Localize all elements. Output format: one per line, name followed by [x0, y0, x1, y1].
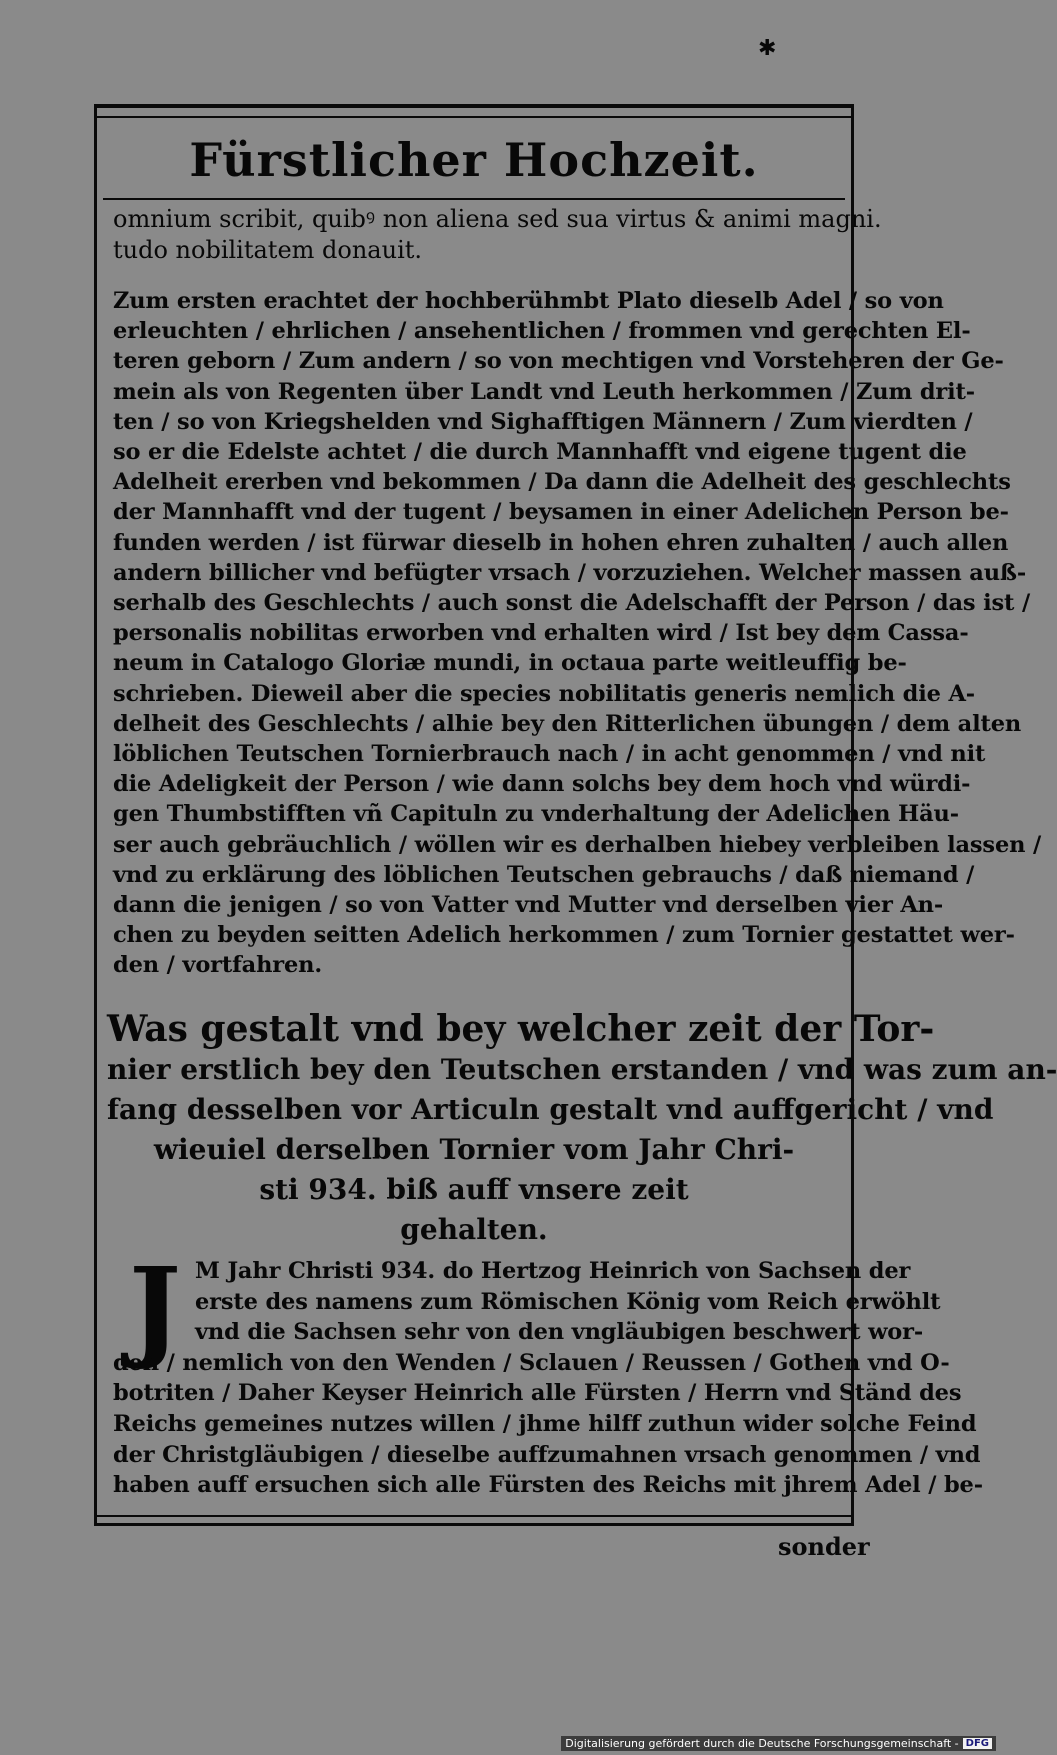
- text-line: personalis nobilitas erworben vnd erhalten wird / Ist bey dem Cassa-: [113, 620, 969, 647]
- text-line: die Adeligkeit der Person / wie dann solchs bey dem hoch vnd würdi-: [113, 771, 971, 798]
- digitization-credit: [561, 1736, 996, 1751]
- text-line: so er die Edelste achtet / die durch Mannhafft vnd eigene tugent die: [113, 439, 967, 466]
- running-head: Fürstlicher Hochzeit.: [189, 133, 759, 187]
- text-line: dann die jenigen / so von Vatter vnd Mutter vnd derselben vier An-: [113, 892, 944, 919]
- text-line: vnd zu erklärung des löblichen Teutschen gebrauchs / daß niemand /: [113, 861, 975, 888]
- body-paragraph: [113, 286, 1042, 981]
- text-line: erste des namens zum Römischen König vom Reich erwöhlt: [195, 1288, 941, 1315]
- section-paragraph: [113, 1243, 983, 1501]
- heading-line: nier erstlich bey den Teutschen erstanden / vnd was zum an-: [107, 1053, 1057, 1086]
- heading-line: wieuiel derselben Tornier vom Jahr Chri-: [153, 1133, 795, 1166]
- credit-text: Digitalisierung gefördert durch die Deutsche Forschungsgemeinschaft -: [565, 1737, 959, 1750]
- dfg-logo: DFG: [963, 1738, 992, 1749]
- text-line: schrieben. Dieweil aber die species nobilitatis generis nemlich die A-: [113, 680, 975, 707]
- text-line: Zum ersten erachtet der hochberühmbt Plato dieselb Adel / so von: [113, 288, 944, 314]
- text-line: löblichen Teutschen Tornierbrauch nach / in acht genommen / vnd nit: [113, 741, 986, 768]
- text-line: mein als von Regenten über Landt vnd Leuth herkommen / Zum drit-: [113, 378, 975, 405]
- latin-passage: [113, 204, 882, 266]
- text-line: der Mannhafft vnd der tugent / beysamen in einer Adelichen Person be-: [113, 499, 1009, 526]
- text-line: delheit des Geschlechts / alhie bey den Ritterlichen übungen / dem alten: [113, 710, 1022, 737]
- text-line: den / vortfahren.: [113, 952, 323, 979]
- text-line: ten / so von Kriegshelden vnd Sighafftigen Männern / Zum vierdten /: [113, 408, 973, 435]
- head-rule: [103, 198, 845, 200]
- heading-line: sti 934. biß auff vnsere zeit: [259, 1173, 689, 1206]
- text-line: der Christgläubigen / dieselbe auffzumahnen vrsach genommen / vnd: [113, 1441, 981, 1468]
- text-line: haben auff ersuchen sich alle Fürsten des Reichs mit jhrem Adel / be-: [113, 1472, 983, 1499]
- bottom-rule: [97, 1515, 851, 1517]
- page-mark: ✱: [758, 36, 777, 61]
- text-line: teren geborn / Zum andern / so von mechtigen vnd Vorsteheren der Ge-: [113, 348, 1004, 375]
- heading-line: Was gestalt vnd bey welcher zeit der Tor-: [107, 1008, 935, 1050]
- text-line: neum in Catalogo Gloriæ mundi, in octaua parte weitleuffig be-: [113, 650, 907, 677]
- text-line: vnd die Sachsen sehr von den vngläubigen beschwert wor-: [195, 1319, 924, 1346]
- text-line: Reichs gemeines nutzes willen / jhme hilff zuthun wider solche Feind: [113, 1410, 977, 1437]
- heading-line: fang desselben vor Articuln gestalt vnd auffgericht / vnd: [107, 1093, 994, 1126]
- text-line: chen zu beyden seitten Adelich herkommen / zum Tornier gestattet wer-: [113, 922, 1015, 949]
- text-line: andern billicher vnd befügter vrsach / vorzuziehen. Welcher massen auß-: [113, 559, 1027, 586]
- heading-line: gehalten.: [400, 1213, 548, 1246]
- page-frame: [94, 104, 1057, 1526]
- text-line: tudo nobilitatem donauit.: [113, 236, 423, 264]
- text-line: funden werden / ist fürwar dieselb in hohen ehren zuhalten / auch allen: [113, 529, 1009, 556]
- text-line: den / nemlich von den Wenden / Sclauen / Reussen / Gothen vnd O-: [113, 1349, 950, 1376]
- text-line: M Jahr Christi 934. do Hertzog Heinrich von Sachsen der: [195, 1258, 911, 1284]
- text-line: erleuchten / ehrlichen / ansehentlichen / frommen vnd gerechten El-: [113, 318, 971, 345]
- text-line: botriten / Daher Keyser Heinrich alle Fürsten / Herrn vnd Ständ des: [113, 1380, 962, 1407]
- text-line: Adelheit ererben vnd bekommen / Da dann die Adelheit des geschlechts: [113, 469, 1011, 496]
- text-line: omnium scribit, quibꝰ non aliena sed sua virtus & animi magni.: [113, 205, 882, 233]
- text-line: ser auch gebräuchlich / wöllen wir es derhalben hiebey verbleiben lassen /: [113, 831, 1042, 858]
- text-line: serhalb des Geschlechts / auch sonst die Adelschafft der Person / das ist /: [113, 590, 1031, 617]
- text-line: gen Thumbstifften vñ Capituln zu vnderhaltung der Adelichen Häu-: [113, 801, 959, 828]
- decorated-initial: J: [128, 1243, 182, 1372]
- catchword: sonder: [778, 1532, 870, 1561]
- section-heading: [107, 1008, 1057, 1250]
